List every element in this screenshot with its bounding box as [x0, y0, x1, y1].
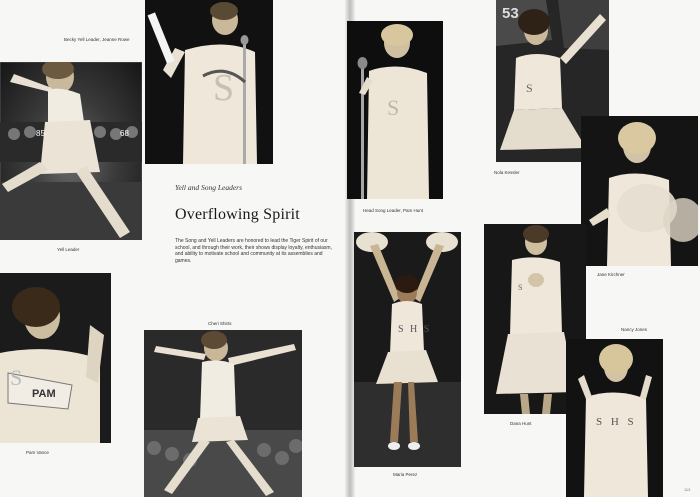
page-title: Overflowing Spirit	[175, 206, 300, 223]
photo-caption: Cheri Shirts	[208, 321, 232, 326]
sweater-letters: S H S	[398, 324, 432, 335]
sweater-letter: S	[10, 365, 23, 390]
sweater-letter: S	[387, 95, 400, 120]
sweater-letter: S	[518, 283, 523, 292]
photo-head-song-leader	[347, 21, 443, 199]
photo-caption: Yell Leader	[57, 247, 80, 252]
photo-arms-raised	[354, 232, 461, 467]
photo-pompom-cheer	[581, 116, 698, 266]
jersey-number: 85	[36, 129, 45, 138]
jersey-number: 53	[502, 5, 519, 22]
sweater-letter: S	[526, 81, 533, 95]
jersey-number: 68	[120, 129, 129, 138]
photo-caption: Jane Kirchner	[597, 272, 625, 277]
page-number: 113	[684, 487, 691, 492]
photo-caption: Nancy Jones	[621, 327, 648, 332]
section-kicker: Yell and Song Leaders	[175, 183, 243, 192]
photo-caption: Nola Kessler	[494, 170, 520, 175]
body-paragraph: The Song and Yell Leaders are honored to lead the Tiger Spirit of our school, and through their work, their shows display loyalty, enthusiasm, and ability to motivate school and community at its assemblies and games.	[175, 238, 332, 265]
photo-caption: Pam Vance	[26, 450, 49, 455]
sweater-letter: S	[213, 67, 235, 109]
photo-caption: Becky Yell Leader, Jeanne Rowe	[64, 37, 130, 42]
photo-caption: Maria Perez	[393, 472, 418, 477]
photo-jump-cheer	[144, 330, 302, 497]
megaphone-label: PAM	[32, 388, 56, 400]
photo-shs-cheer	[566, 339, 663, 497]
photo-megaphone	[0, 273, 111, 443]
photo-singer-mic	[145, 0, 273, 164]
photo-caption: Dana Hunt	[510, 421, 532, 426]
photo-leap-cheer	[0, 62, 142, 240]
sweater-letters: S H S	[596, 416, 637, 428]
photo-caption: Head Song Leader, Pam Hunt	[363, 208, 424, 213]
